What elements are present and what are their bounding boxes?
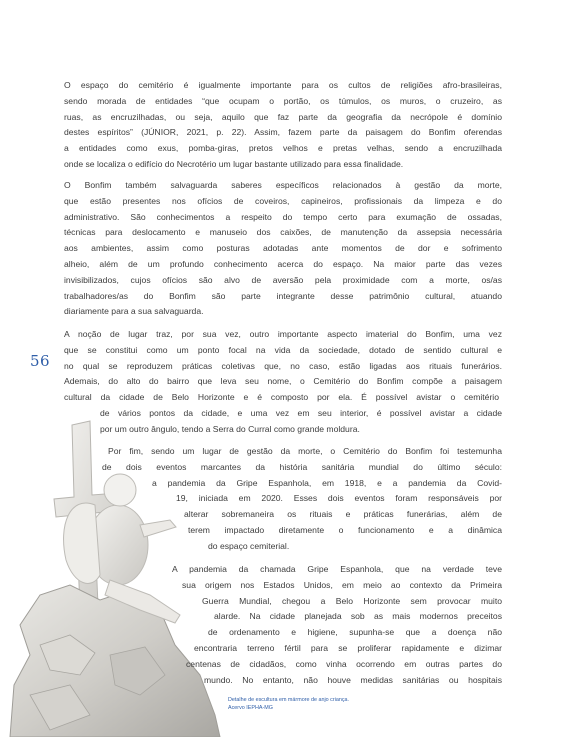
text-line: administrativo. São conhecimentos a respeito do tempo certo para exumação de ossadas, [64, 211, 502, 222]
text-line: Ademais, do alto do bairro que leva seu nome, o Cemitério do Bonfim compõe a paisagem [64, 376, 502, 387]
text-line: O Bonfim também salvaguarda saberes específicos relacionados à gestão da morte, [64, 180, 502, 190]
text-line: a entidades como exus, pomba-giras, pretos velhos e pretas velhas, sendo a encruzilhada [64, 143, 502, 154]
text-line: trabalhadores/as do Bonfim são parte integrante desse patrimônio cultural, atuando [64, 290, 502, 301]
text-line: sendo morada de entidades “que ocupam o portão, os túmulos, os muros, o cruzeiro, as [64, 95, 502, 106]
text-line: no qual se reproduzem práticas coletivas que, no caso, estão ligadas aos rituais funerários. [64, 360, 502, 371]
text-line: alarde. Na cidade planejada sob as mais modernos preceitos [214, 611, 502, 622]
text-line: aos ambientes, assim como posturas adotadas ante momentos de dor e sofrimento [64, 243, 502, 254]
text-line: mundo. No entanto, não houve medidas sanitárias ou hospitais [204, 674, 502, 685]
text-line: A pandemia da chamada Gripe Espanhola, que na verdade teve [172, 564, 502, 574]
caption-description: Detalhe de escultura em mármore de anjo criança. [228, 697, 350, 703]
paragraph-pandemics [102, 444, 502, 555]
text-line: alheio, além de um profundo conhecimento acerca do espaço. Na maior parte das vezes [64, 258, 502, 269]
text-line: de dois eventos marcantes da história sanitária mundial do último século: [102, 461, 502, 472]
text-line: que estão presentes nos ofícios de coveiros, capineiros, profissionais da limpeza e do [64, 195, 502, 206]
paragraph-spanish-flu [172, 562, 502, 688]
text-line: que se constitui como um ponto focal na vida da sociedade, dotado de sentido cultural e [64, 344, 502, 355]
page-number: 56 [30, 352, 51, 370]
text-line: do espaço cemiterial. [208, 540, 290, 551]
text-line: Por fim, sendo um lugar de gestão da morte, o Cemitério do Bonfim foi testemunha [108, 446, 502, 456]
text-line: O espaço do cemitério é igualmente importante para os cultos de religiões afro-brasileiras, [64, 80, 502, 90]
text-line: por um outro ângulo, tendo a Serra do Curral como grande moldura. [100, 423, 360, 434]
paragraph-death-management-knowledge [64, 178, 502, 320]
text-line: a pandemia da Gripe Espanhola, em 1918, e a pandemia da Covid- [152, 477, 502, 488]
text-line: Guerra Mundial, chegou a Belo Horizonte sem provocar muito [202, 595, 502, 606]
text-line: ruas, as encruzilhadas, ou seja, aquilo que faz parte da geografia da necrópole é domínio [64, 111, 502, 122]
caption-credit: Acervo IEPHA-MG [228, 705, 273, 711]
text-line: terem impactado diretamente o funcionamento e a dinâmica [188, 524, 502, 535]
text-line: 19, iniciada em 2020. Esses dois eventos foram responsáveis por [176, 493, 502, 504]
text-line: A noção de lugar traz, por sua vez, outro importante aspecto imaterial do Bonfim, uma vez [64, 329, 502, 339]
text-line: de vários pontos da cidade, e uma vez em seu interior, é possível avistar a cidade [100, 407, 502, 418]
text-line: de ordenamento e higiene, supunha-se que a doença não [208, 627, 502, 638]
text-line: técnicas para deslocamento e manuseio dos caixões, de manutenção da assepsia necessária [64, 227, 502, 238]
text-line: sua origem nos Estados Unidos, em meio ao contexto da Primeira [182, 579, 502, 590]
text-line: centenas de cidadãos, como vinha ocorrendo em outras partes do [186, 658, 502, 669]
text-line: onde se localiza o edifício do Necrotério um lugar bastante utilizado para essa finalidade. [64, 158, 404, 169]
image-caption [228, 696, 349, 712]
text-line: destes espíritos” (JÚNIOR, 2021, p. 22). Assim, fazem parte da paisagem do Bonfim oferendas [64, 127, 502, 138]
paragraph-notion-of-place [64, 327, 502, 438]
text-line: alterar sobremaneira os rituais e práticas funerárias, além de [184, 509, 502, 520]
text-line: diariamente para a sua salvaguarda. [64, 306, 204, 317]
text-line: encontraria terreno fértil para se proliferar rapidamente e dizimar [194, 642, 502, 653]
paragraph-afro-brazilian-cults [64, 78, 502, 173]
text-line: invisibilizados, cujos ofícios são alvo de aversão pela proximidade com a morte, os/as [64, 274, 502, 285]
text-line: cultural da cidade de Belo Horizonte e é composto por ela. É possível avistar o cemitério [64, 392, 499, 403]
